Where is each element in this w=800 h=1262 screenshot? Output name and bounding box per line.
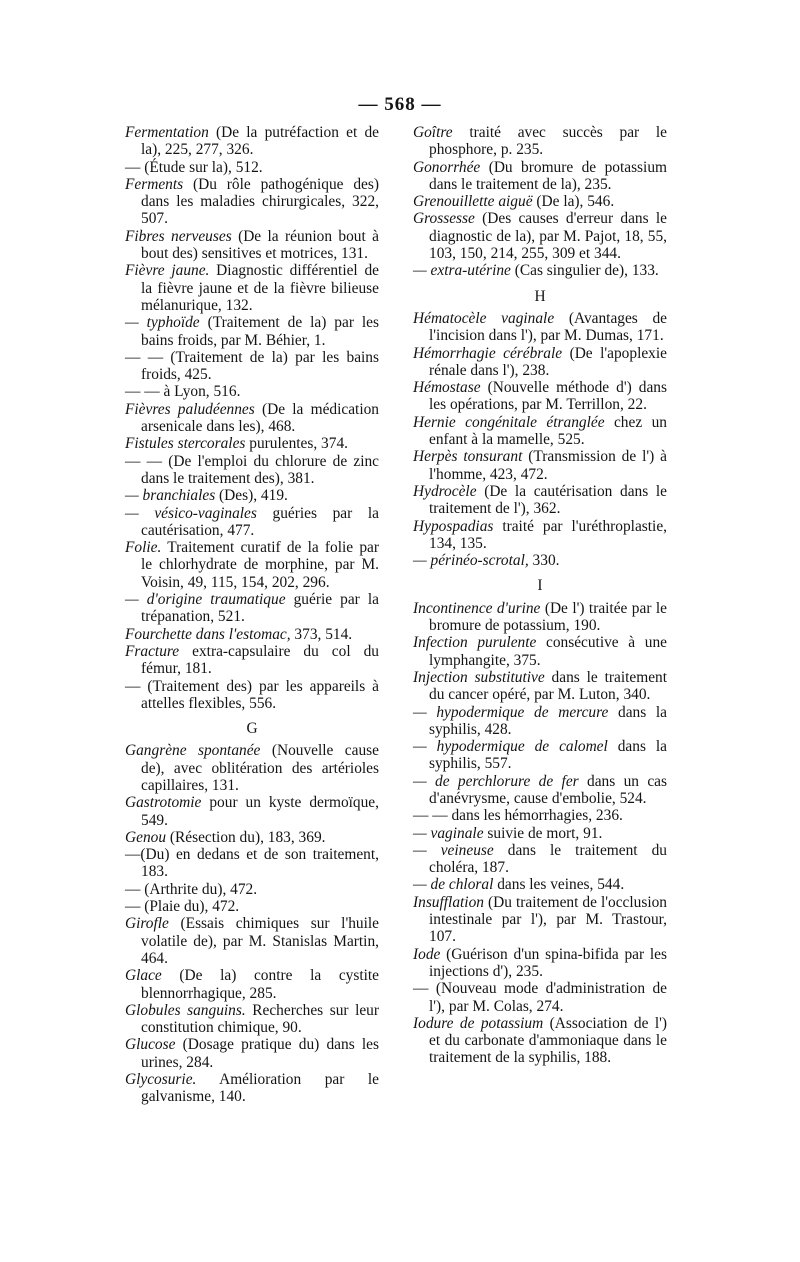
entry-text: (De la) contre la cystite blennorrhagique, 285. bbox=[141, 967, 379, 1002]
entry-term: — vésico-vaginales bbox=[125, 504, 257, 522]
index-entry bbox=[413, 159, 667, 194]
entry-text: 330. bbox=[528, 552, 560, 570]
index-entry bbox=[125, 967, 379, 1002]
entry-text: —(Du) en dedans et de son traitement, 183. bbox=[125, 846, 379, 881]
entry-term: Fracture bbox=[125, 642, 180, 660]
entry-term: Glace bbox=[125, 967, 162, 985]
index-entry bbox=[413, 634, 667, 669]
index-entry bbox=[413, 414, 667, 449]
index-entry bbox=[413, 345, 667, 380]
index-entry bbox=[125, 643, 379, 678]
entry-term: Folie. bbox=[125, 539, 162, 557]
entry-text: — (Arthrite du), 472. bbox=[125, 880, 258, 898]
entry-text: (Des), 419. bbox=[215, 487, 288, 505]
index-entry bbox=[413, 483, 667, 518]
entry-text: (Nouvelle cause de), avec oblitération des artérioles capillaires, 131. bbox=[141, 742, 379, 794]
entry-text: pour un kyste dermoïque, 549. bbox=[141, 794, 379, 829]
index-entry bbox=[125, 591, 379, 626]
entry-term: Iodure de potassium bbox=[413, 1014, 544, 1032]
index-entry bbox=[125, 401, 379, 436]
entry-term: Fièvres paludéennes bbox=[125, 400, 255, 418]
entry-term: Gangrène spontanée bbox=[125, 742, 261, 760]
entry-text: (Cas singulier de), 133. bbox=[510, 262, 659, 280]
entry-term: Fourchette dans l'estomac, bbox=[125, 625, 291, 643]
entry-text: (Du traitement de l'occlusion intestinale par l'), par M. Trastour, 107. bbox=[429, 893, 667, 946]
index-entry bbox=[125, 159, 379, 176]
entry-term: Infection purulente bbox=[413, 634, 537, 652]
entry-text: (Du bromure de potassium dans le traitement de la), 235. bbox=[429, 158, 667, 193]
entry-text: dans le traitement du choléra, 187. bbox=[429, 841, 667, 877]
entry-text: 373, 514. bbox=[290, 625, 353, 643]
entry-term: Hémostase bbox=[413, 379, 481, 397]
entry-term: — d'origine traumatique bbox=[125, 591, 286, 609]
entry-term: — vaginale bbox=[413, 824, 484, 842]
index-entry bbox=[125, 1036, 379, 1071]
index-entry bbox=[125, 829, 379, 846]
entry-term: Gastrotomie bbox=[125, 794, 202, 812]
entry-text: chez un enfant à la mamelle, 525. bbox=[429, 413, 667, 449]
entry-text: suivie de mort, 91. bbox=[483, 824, 603, 842]
entry-text: — (Étude sur la), 512. bbox=[125, 158, 263, 176]
index-entry bbox=[413, 210, 667, 262]
entry-term: Iode bbox=[413, 945, 441, 963]
index-entry bbox=[125, 435, 379, 452]
entry-text: Diagnostic différentiel de la fièvre jaune et de la fièvre bilieuse mélanurique, 132. bbox=[141, 262, 379, 314]
entry-term: — typhoïde bbox=[125, 314, 200, 332]
entry-text: extra-capsulaire du col du fémur, 181. bbox=[141, 642, 379, 678]
entry-text: Traitement curatif de la folie par le chlorhydrate de morphine, par M. Voisin, 49, 115, 154, 202, 296. bbox=[141, 539, 379, 591]
entry-text: — — (De l'emploi du chlorure de zinc dans le traitement des), 381. bbox=[125, 452, 379, 487]
entry-term: — branchiales bbox=[125, 487, 216, 505]
entry-term: — hypodermique de mercure bbox=[413, 703, 609, 721]
entry-text: dans un cas d'anévrysme, cause d'embolie, 524. bbox=[429, 772, 667, 807]
entry-term: — veineuse bbox=[413, 841, 494, 859]
index-entry bbox=[125, 176, 379, 228]
entry-text: — (Plaie du), 472. bbox=[125, 898, 240, 916]
right-column bbox=[413, 124, 667, 1067]
index-entry bbox=[413, 379, 667, 414]
index-entry bbox=[125, 505, 379, 540]
entry-text: (Association de l') et du carbonate d'ammoniaque dans le traitement de la syphilis, 188. bbox=[429, 1014, 667, 1067]
entry-term: Insufflation bbox=[413, 893, 484, 911]
entry-text: (Traitement de la) par les bains froids, par M. Béhier, 1. bbox=[141, 314, 380, 349]
index-entry bbox=[125, 881, 379, 898]
index-entry bbox=[125, 453, 379, 488]
entry-term: — de perchlorure de fer bbox=[413, 772, 579, 790]
entry-text: (Des causes d'erreur dans le diagnostic de la), par M. Pajot, 18, 55, 103, 150, 214, 255, 309 et 344. bbox=[429, 210, 667, 263]
entry-term: — hypodermique de calomel bbox=[413, 738, 608, 756]
entry-text: traité par l'uréthroplastie, 134, 135. bbox=[429, 517, 667, 552]
index-entry bbox=[413, 704, 667, 739]
index-entry bbox=[125, 742, 379, 794]
entry-text: consécutive à une lymphangite, 375. bbox=[429, 634, 667, 669]
entry-text: — (Nouveau mode d'administration de l'), par M. Colas, 274. bbox=[413, 980, 667, 1015]
section-letter: H bbox=[534, 287, 546, 305]
entry-text: — — (Traitement de la) par les bains froids, 425. bbox=[125, 348, 379, 384]
entry-text: — (Traitement des) par les appareils à attelles flexibles, 556. bbox=[125, 677, 379, 712]
index-entry bbox=[125, 349, 379, 384]
index-entry bbox=[125, 314, 379, 349]
entry-term: — de chloral bbox=[413, 876, 494, 894]
entry-term: — périnéo-scrotal, bbox=[413, 552, 529, 570]
index-entry bbox=[125, 915, 379, 967]
index-entry bbox=[413, 518, 667, 553]
index-entry bbox=[413, 193, 667, 210]
entry-term: Grossesse bbox=[413, 210, 475, 228]
entry-term: Hypospadias bbox=[413, 517, 494, 535]
entry-term: Girofle bbox=[125, 915, 169, 933]
entry-text: guérie par la trépanation, 521. bbox=[141, 591, 379, 626]
entry-text: dans la syphilis, 428. bbox=[429, 703, 667, 738]
index-entry bbox=[125, 124, 379, 159]
entry-text: traité avec succès par le phosphore, p. 235. bbox=[429, 124, 667, 159]
entry-text: — — à Lyon, 516. bbox=[125, 383, 241, 401]
entry-text: (De l') traitée par le bromure de potassium, 190. bbox=[429, 599, 667, 635]
index-entry bbox=[125, 383, 379, 400]
index-entry bbox=[413, 980, 667, 1015]
entry-term: Glycosurie. bbox=[125, 1071, 197, 1089]
index-entry bbox=[125, 1071, 379, 1106]
entry-text: (Transmission de l') à l'homme, 423, 472. bbox=[429, 448, 667, 483]
entry-text: — — dans les hémorrhagies, 236. bbox=[413, 807, 623, 825]
entry-term: Hémorrhagie cérébrale bbox=[413, 344, 563, 362]
index-entry bbox=[413, 807, 667, 824]
index-entry bbox=[125, 626, 379, 643]
entry-term: Herpès tonsurant bbox=[413, 448, 523, 466]
index-entry bbox=[413, 262, 667, 279]
entry-term: Hématocèle vaginale bbox=[413, 309, 555, 327]
entry-text: (Essais chimiques sur l'huile volatile de), par M. Stanislas Martin, 464. bbox=[141, 915, 379, 967]
entry-text: dans les veines, 544. bbox=[493, 876, 625, 894]
index-entry bbox=[413, 448, 667, 483]
entry-text: (De la cautérisation dans le traitement de l'), 362. bbox=[429, 482, 667, 518]
entry-text: Amélioration par le galvanisme, 140. bbox=[141, 1071, 379, 1106]
entry-text: (De la médication arsenicale dans les), 468. bbox=[141, 400, 379, 436]
entry-term: Glucose bbox=[125, 1036, 176, 1054]
entry-text: (De la), 546. bbox=[532, 193, 615, 211]
entry-term: Fermentation bbox=[125, 124, 209, 141]
left-column bbox=[125, 124, 379, 1106]
entry-term: Grenouillette aiguë bbox=[413, 193, 533, 211]
entry-term: Hydrocèle bbox=[413, 482, 477, 500]
section-letter: G bbox=[246, 720, 258, 738]
entry-term: Goître bbox=[413, 124, 453, 141]
index-entry bbox=[413, 738, 667, 773]
index-entry bbox=[125, 539, 379, 591]
index-entry bbox=[125, 898, 379, 915]
entry-text: dans le traitement du cancer opéré, par M. Luton, 340. bbox=[429, 668, 667, 704]
index-entry bbox=[125, 1002, 379, 1037]
index-entry bbox=[125, 228, 379, 263]
index-entry bbox=[413, 773, 667, 808]
entry-term: Fibres nerveuses bbox=[125, 227, 232, 245]
index-entry bbox=[125, 794, 379, 829]
index-entry bbox=[413, 946, 667, 981]
index-entry bbox=[413, 894, 667, 946]
entry-term: Fistules stercorales bbox=[125, 435, 246, 453]
entry-text: (De l'apoplexie rénale dans l'), 238. bbox=[429, 344, 667, 379]
entry-text: (Dosage pratique du) dans les urines, 284. bbox=[141, 1036, 379, 1071]
entry-text: (Guérison d'un spina-bifida par les injections d'), 235. bbox=[429, 945, 667, 980]
entry-term: — extra-utérine bbox=[413, 262, 511, 280]
entry-term: Globules sanguins. bbox=[125, 1001, 246, 1019]
entry-term: Genou bbox=[125, 828, 167, 846]
entry-text: dans la syphilis, 557. bbox=[429, 738, 667, 773]
index-entry bbox=[413, 310, 667, 345]
entry-term: Injection substitutive bbox=[413, 668, 545, 686]
index-entry bbox=[413, 842, 667, 877]
index-entry bbox=[413, 600, 667, 635]
entry-term: Ferments bbox=[125, 175, 184, 193]
index-entry bbox=[125, 678, 379, 713]
entry-text: (De la putréfaction et de la), 225, 277, 326. bbox=[141, 124, 379, 159]
entry-text: guéries par la cautérisation, 477. bbox=[141, 504, 379, 539]
entry-text: purulentes, 374. bbox=[245, 435, 348, 453]
entry-text: (Avantages de l'incision dans l'), par M. Dumas, 171. bbox=[429, 309, 667, 345]
index-entry bbox=[125, 262, 379, 314]
index-entry bbox=[413, 552, 667, 569]
entry-text: (Nouvelle méthode d') dans les opérations, par M. Terrillon, 22. bbox=[429, 379, 667, 414]
index-entry bbox=[413, 876, 667, 893]
entry-text: (Résection du), 183, 369. bbox=[166, 828, 326, 846]
index-entry bbox=[413, 669, 667, 704]
index-entry bbox=[125, 846, 379, 881]
entry-text: Recherches sur leur constitution chimique, 90. bbox=[141, 1001, 379, 1037]
entry-term: Fièvre jaune. bbox=[125, 262, 210, 280]
entry-text: (De la réunion bout à bout des) sensitives et motrices, 131. bbox=[141, 227, 379, 263]
section-letter: I bbox=[537, 577, 543, 595]
index-entry bbox=[413, 124, 667, 159]
index-entry bbox=[125, 487, 379, 504]
page-number: — 568 — bbox=[358, 94, 442, 115]
entry-term: Hernie congénitale étranglée bbox=[413, 413, 605, 431]
entry-term: Incontinence d'urine bbox=[413, 599, 541, 617]
entry-term: Gonorrhée bbox=[413, 158, 481, 176]
index-entry bbox=[413, 1015, 667, 1067]
index-entry bbox=[413, 825, 667, 842]
entry-text: (Du rôle pathogénique des) dans les maladies chirurgicales, 322, 507. bbox=[141, 175, 379, 228]
